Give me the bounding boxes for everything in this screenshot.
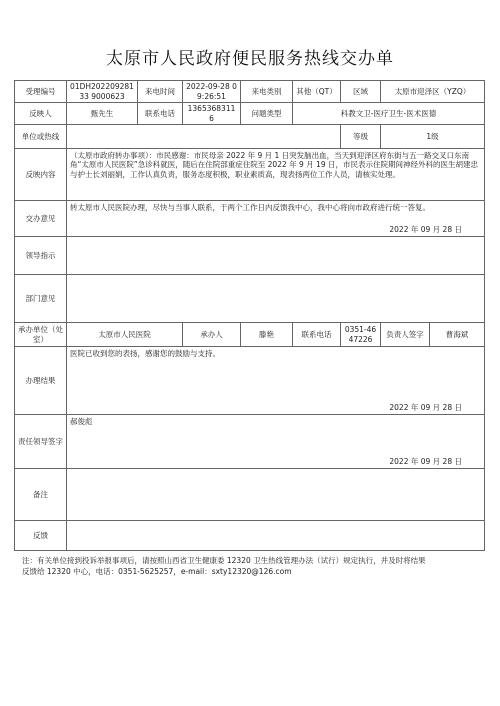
- handler-sign-label: 负责人签字: [381, 323, 430, 347]
- handler-unit-label: 承办单位（处室）: [15, 323, 67, 347]
- document-title: 太原市人民政府便民服务热线交办单: [106, 49, 394, 69]
- department-label: 部门意见: [15, 275, 67, 323]
- footer-line-1: 注：有关单位接到投诉举报事项后，请按照山西省卫生健康委 12320 卫生热线管理办法（试行）规定执行，并及时将结果: [22, 556, 426, 565]
- result-cell: [67, 347, 485, 415]
- row-result: [15, 347, 485, 415]
- leader-value: [67, 237, 485, 275]
- content-label: 反映内容: [15, 149, 67, 201]
- row-content: [15, 149, 485, 201]
- issue-type-value: 科教文卫-医疗卫生-医术医德: [293, 103, 485, 125]
- call-type-value: 其他（QT）: [293, 81, 341, 103]
- reporter-phone-value: 13653683116: [183, 103, 241, 125]
- result-text: 医院已收到您的表扬，感谢您的鼓励与支持。: [70, 349, 220, 358]
- remark-value: [67, 469, 485, 521]
- review-signer: 郝俊彪: [70, 417, 93, 426]
- handover-text: 转太原市人民医院办理，尽快与当事人联系，于两个工作日内反馈我中心，我中心将向市政府进行统一答复。: [70, 203, 430, 212]
- review-label: 责任领导签字: [15, 415, 67, 469]
- call-time-value: 2022-09-28 09:26:51: [183, 81, 241, 103]
- area-label: 区域: [341, 81, 381, 103]
- handover-cell: [67, 201, 485, 237]
- handler-phone-label: 联系电话: [293, 323, 341, 347]
- unit-or-hotline-value: [67, 125, 341, 149]
- review-cell: [67, 415, 485, 469]
- leader-label: 领导指示: [15, 237, 67, 275]
- review-date: 2022 年 09 月 28 日: [389, 456, 462, 466]
- feedback-value: [67, 521, 485, 551]
- handler-person-label: 承办人: [183, 323, 241, 347]
- area-value: 太原市迎泽区（YZQ）: [381, 81, 485, 103]
- footer-line-2: 反馈给 12320 中心，电话：0351-5625257，e-mail：sxty12320@126.com: [22, 566, 292, 576]
- accept-no-value: 01DH20220928133 9000623: [67, 81, 138, 103]
- handover-date: 2022 年 09 月 28 日: [389, 224, 462, 234]
- handler-sign-value: 曹海斌: [430, 323, 485, 347]
- handover-label: 交办意见: [15, 201, 67, 237]
- handler-unit-value: 太原市人民医院: [67, 323, 183, 347]
- row-handler: [15, 323, 485, 347]
- department-value: [67, 275, 485, 323]
- accept-no-label: 受理编号: [15, 81, 67, 103]
- row-handover: [15, 201, 485, 237]
- call-type-label: 来电类别: [241, 81, 293, 103]
- row-unit-level: [15, 125, 485, 149]
- level-label: 等级: [341, 125, 381, 149]
- feedback-label: 反馈: [15, 521, 67, 551]
- reporter-label: 反映人: [15, 103, 67, 125]
- row-review: [15, 415, 485, 469]
- row-leader: [15, 237, 485, 275]
- row-remark: [15, 469, 485, 521]
- result-date: 2022 年 09 月 28 日: [389, 402, 462, 412]
- handover-form-table: [14, 80, 485, 551]
- footer-note: [22, 556, 482, 578]
- row-department: [15, 275, 485, 323]
- handler-person-value: 滕艳: [241, 323, 293, 347]
- unit-or-hotline-label: 单位或热线: [15, 125, 67, 149]
- row-feedback: [15, 521, 485, 551]
- row-reporter: [15, 103, 485, 125]
- reporter-phone-label: 联系电话: [138, 103, 183, 125]
- remark-label: 备注: [15, 469, 67, 521]
- reporter-value: 甄先生: [67, 103, 138, 125]
- issue-type-label: 问题类型: [241, 103, 293, 125]
- call-time-label: 来电时间: [138, 81, 183, 103]
- level-value: 1级: [381, 125, 485, 149]
- handler-phone-value: 0351-4647226: [341, 323, 381, 347]
- content-text: （太原市政府转办事项）：市民感谢：市民母亲 2022 年 9 月 1 日突发脑出血，当天到迎泽区府东街与五一路交叉口东南角“太原市人民医院”急诊科就医，随后在住院部重症住院至 2022 年 9 月 19 日，市民表示住院期间神经外科的医生胡建忠与护士长刘丽娟，工作认真负责，服务态度积极，职业素质高，现表扬两位工作人员，请核实处理。: [67, 149, 485, 201]
- row-basic-info: [15, 81, 485, 103]
- result-label: 办理结果: [15, 347, 67, 415]
